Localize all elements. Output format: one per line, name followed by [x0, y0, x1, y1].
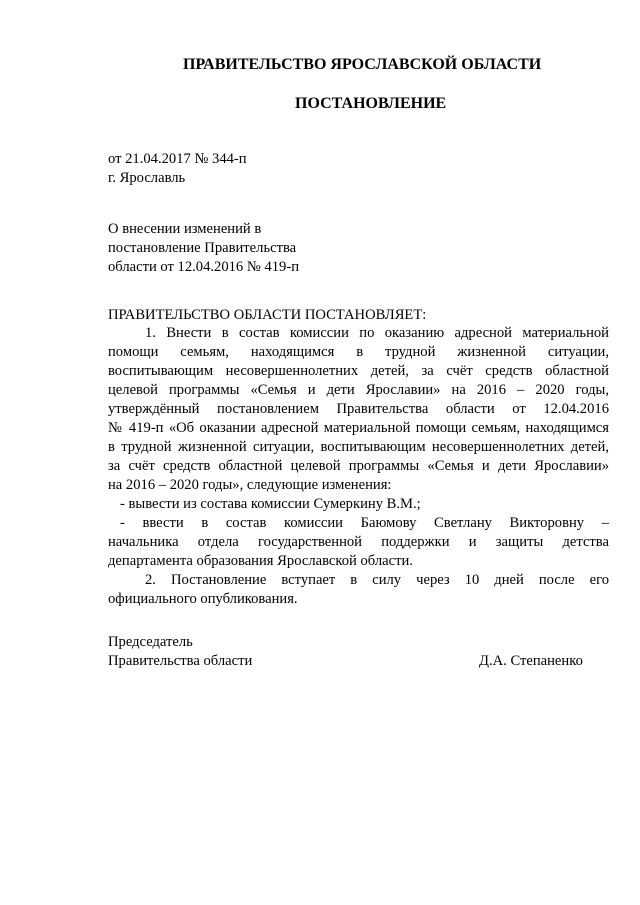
subject-line: постановление Правительства [108, 240, 297, 256]
document-type-title: ПОСТАНОВЛЕНИЕ [295, 95, 447, 112]
signatory-name: Д.А. Степаненко [479, 653, 583, 669]
subject-line: О внесении изменений в [108, 221, 262, 237]
paragraph-line: 1. Внести в состав комиссии по оказанию адресной материальной [145, 325, 609, 341]
signature-position: Председатель [108, 634, 193, 650]
paragraph-line: 2. Постановление вступает в силу через 10 дней после его [145, 572, 609, 588]
paragraph-line: воспитывающим несовершеннолетних детей, за счёт средств областной [108, 363, 609, 379]
paragraph-line: за счёт средств областной целевой программы «Семья и дети Ярославии» [108, 458, 609, 474]
paragraph-line: начальника отдела государственной поддержки и защиты детства [108, 534, 609, 550]
paragraph-line: помощи семьям, находящимся в трудной жизненной ситуации, [108, 344, 609, 360]
signature-position: Правительства области [108, 653, 253, 669]
paragraph-line: департамента образования Ярославской области. [108, 553, 413, 569]
subject-line: области от 12.04.2016 № 419-п [108, 259, 300, 275]
paragraph-line: - ввести в состав комиссии Баюмову Светлану Викторовну – [120, 515, 609, 531]
bullet-remove-member: - вывести из состава комиссии Сумеркину В.М.; [120, 496, 421, 512]
date-number: от 21.04.2017 № 344-п [108, 151, 247, 167]
paragraph-line: на 2016 – 2020 годы», следующие изменения: [108, 477, 392, 493]
paragraph-line: официального опубликования. [108, 591, 298, 607]
resolves-heading: ПРАВИТЕЛЬСТВО ОБЛАСТИ ПОСТАНОВЛЯЕТ: [108, 307, 427, 323]
paragraph-line: утверждённый постановлением Правительства области от 12.04.2016 [108, 401, 609, 417]
paragraph-line: № 419-п «Об оказании адресной материальной помощи семьям, находящимся [108, 420, 609, 436]
paragraph-line: целевой программы «Семья и дети Ярославии» на 2016 – 2020 годы, [108, 382, 609, 398]
city: г. Ярославль [108, 170, 186, 186]
paragraph-line: в трудной жизненной ситуации, воспитывающим несовершеннолетних детей, [108, 439, 609, 455]
government-title: ПРАВИТЕЛЬСТВО ЯРОСЛАВСКОЙ ОБЛАСТИ [183, 56, 542, 73]
